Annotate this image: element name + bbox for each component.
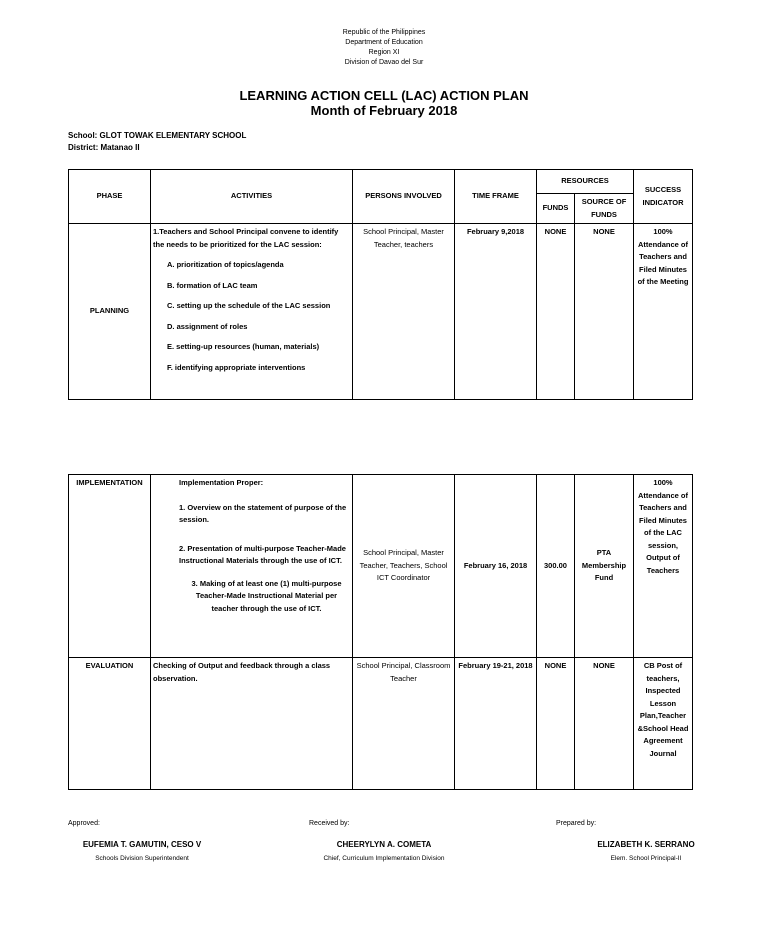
prepared-name: ELIZABETH K. SERRANO <box>597 840 695 849</box>
header-persons: PERSONS INVOLVED <box>353 170 455 224</box>
planning-source-of-funds: NONE <box>575 224 634 400</box>
implementation-source-of-funds: PTA Membership Fund <box>575 475 634 658</box>
approved-name: EUFEMIA T. GAMUTIN, CESO V <box>82 840 202 849</box>
planning-activity-1: 1.Teachers and School Principal convene to identify the needs to be prioritized for the LAC session: <box>153 227 339 249</box>
table-row-planning <box>69 224 693 400</box>
received-role: Chief, Curriculum Implementation Division <box>323 855 445 862</box>
implementation-activities <box>151 475 353 658</box>
implementation-success-indicator: 100% Attendance of Teachers and Filed Minutes of the LAC session, Output of Teachers <box>634 475 693 658</box>
header-time-frame: TIME FRAME <box>455 170 537 224</box>
letterhead-line-1: Republic of the Philippines <box>342 29 426 36</box>
planning-funds: NONE <box>537 224 575 400</box>
implementation-activity-1: 1. Overview on the statement of purpose of the session. <box>179 502 347 524</box>
evaluation-success-indicator: CB Post of teachers, Inspected Lesson Plan,Teacher &School Head Agreement Journal <box>634 658 693 790</box>
planning-activity-e: E. setting-up resources (human, materials) <box>167 342 320 351</box>
phase-evaluation: EVALUATION <box>69 658 151 790</box>
phase-planning: PLANNING <box>69 224 151 400</box>
table-row-evaluation <box>69 658 693 790</box>
header-success-indicator: SUCCESS INDICATOR <box>634 170 693 224</box>
approved-label: Approved: <box>68 820 100 827</box>
letterhead-line-3: Region XI <box>368 49 400 56</box>
evaluation-source-of-funds: NONE <box>575 658 634 790</box>
prepared-role: Elem. School Principal-II <box>610 855 682 862</box>
letterhead <box>0 28 768 68</box>
action-plan-table-2 <box>68 474 693 790</box>
school-info <box>68 130 246 154</box>
implementation-activity-heading: Implementation Proper: <box>179 478 264 487</box>
action-plan-table-1 <box>68 169 693 400</box>
evaluation-activities: Checking of Output and feedback through a class observation. <box>151 658 353 790</box>
implementation-funds: 300.00 <box>537 475 575 658</box>
header-activities: ACTIVITIES <box>151 170 353 224</box>
planning-success-indicator: 100% Attendance of Teachers and Filed Minutes of the Meeting <box>634 224 693 400</box>
header-funds: FUNDS <box>537 194 575 224</box>
phase-implementation: IMPLEMENTATION <box>69 475 151 658</box>
implementation-persons: School Principal, Master Teacher, Teachers, School ICT Coordinator <box>353 475 455 658</box>
planning-persons: School Principal, Master Teacher, teachers <box>353 224 455 400</box>
received-name: CHEERYLYN A. COMETA <box>336 840 432 849</box>
planning-activity-f: F. identifying appropriate interventions <box>167 362 306 372</box>
document-title: LEARNING ACTION CELL (LAC) ACTION PLAN <box>239 88 529 103</box>
table-row-implementation <box>69 475 693 658</box>
implementation-time-frame: February 16, 2018 <box>455 475 537 658</box>
letterhead-line-2: Department of Education <box>345 39 423 46</box>
prepared-label: Prepared by: <box>556 820 597 827</box>
implementation-activity-3: 3. Making of at least one (1) multi-purpose Teacher-Made Instructional Material per teacher through the use of ICT. <box>191 578 342 613</box>
district-name: District: Matanao II <box>68 143 140 152</box>
planning-activity-a: A. prioritization of topics/agenda <box>167 260 284 269</box>
planning-activity-c: C. setting up the schedule of the LAC session <box>167 301 331 310</box>
received-label: Received by: <box>309 820 350 827</box>
planning-activity-d: D. assignment of roles <box>167 321 248 331</box>
approved-role: Schools Division Superintendent <box>95 855 189 862</box>
evaluation-time-frame: February 19-21, 2018 <box>455 658 537 790</box>
letterhead-line-4: Division of Davao del Sur <box>344 59 424 66</box>
header-phase: PHASE <box>69 170 151 224</box>
document-title-block <box>0 88 768 118</box>
document-subtitle: Month of February 2018 <box>310 103 458 118</box>
implementation-activity-2: 2. Presentation of multi-purpose Teacher-Made Instructional Materials through the use of ICT. <box>179 543 346 565</box>
evaluation-persons: School Principal, Classroom Teacher <box>353 658 455 790</box>
school-name: School: GLOT TOWAK ELEMENTARY SCHOOL <box>68 131 247 140</box>
header-resources: RESOURCES <box>537 170 634 194</box>
planning-activities <box>151 224 353 400</box>
header-source-of-funds: SOURCE OF FUNDS <box>575 194 634 224</box>
planning-activity-b: B. formation of LAC team <box>167 280 258 290</box>
planning-time-frame: February 9,2018 <box>455 224 537 400</box>
evaluation-funds: NONE <box>537 658 575 790</box>
